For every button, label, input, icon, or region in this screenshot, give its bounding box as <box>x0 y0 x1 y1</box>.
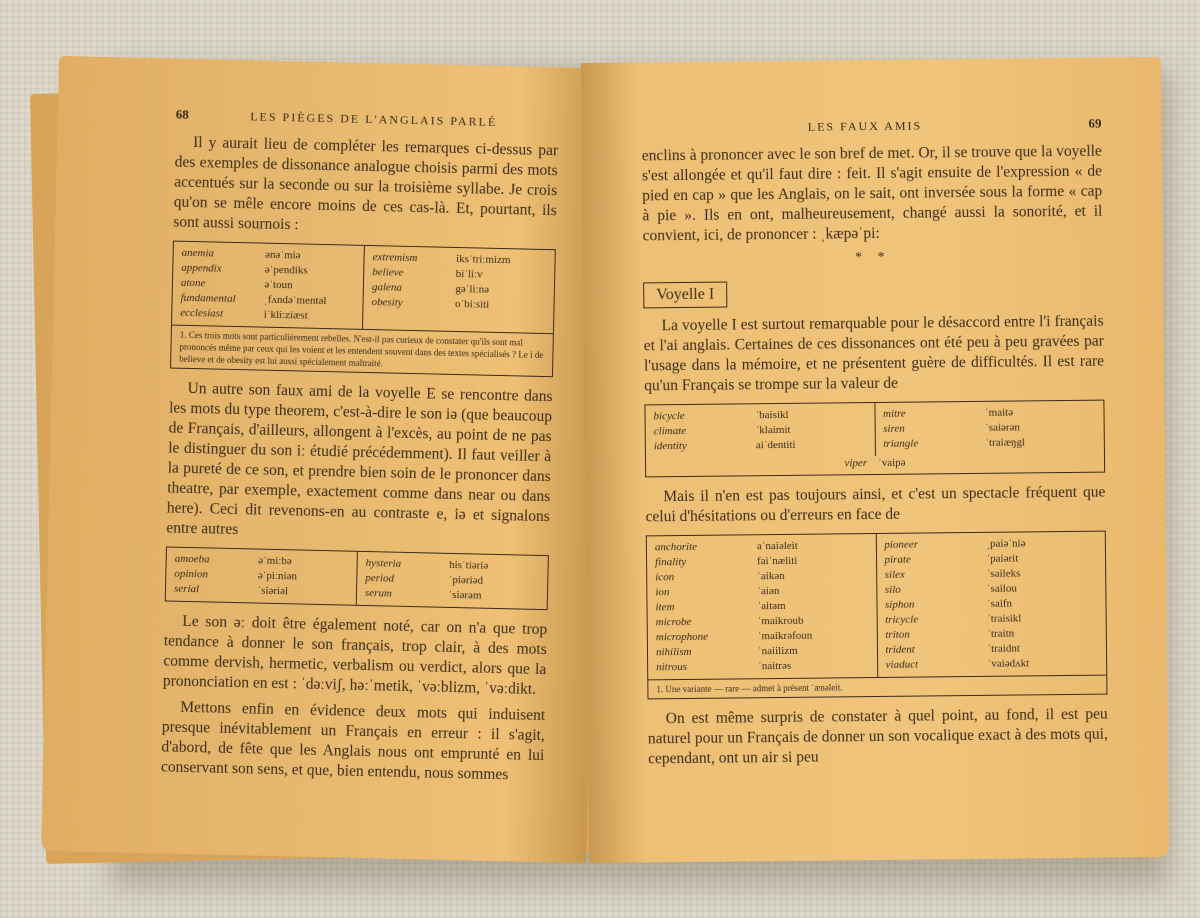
word: climate <box>653 424 687 438</box>
phonetic: ˈmaikroub <box>757 614 804 628</box>
word-row <box>656 658 869 675</box>
phonetic: gəˈliːnə <box>455 282 490 296</box>
word: siren <box>883 422 905 435</box>
center-word: viper <box>844 457 868 470</box>
word: fundamental <box>180 291 236 305</box>
word: galena <box>371 281 403 294</box>
left-paragraph-3: Le son əː doit être également noté, car on n'a que trop tendance à donner le son français, trop clair, à des mots comme dervish, hermetic, verbalism ou verdict, alors que la prononciation en est : ˈdəːviʃ, həːˈmetik, ˈvəːblizm, ˈvəːdikt. <box>162 612 548 698</box>
phonetic: ˈtraisikl <box>987 612 1022 625</box>
phonetic: əˈmiːbə <box>258 554 292 568</box>
phonetic: ˈbaisikl <box>755 408 789 422</box>
right-word-table-1 <box>644 400 1105 478</box>
left-paragraph-4: Mettons enfin en évidence deux mots qui induisent presque inévitablement un Français en erreur : il s'agit, d'abord, de fête que les Anglais nous ont emprunté en lui conservant son sens, et que, bien entendu, nous sommes <box>160 698 546 784</box>
word: triton <box>885 628 910 641</box>
right-table-2-col-1 <box>647 534 877 679</box>
left-table-1-col-2 <box>362 246 555 333</box>
word: silex <box>884 568 905 581</box>
left-running-head: LES PIÈGES DE L'ANGLAIS PARLÉ <box>250 109 498 129</box>
phonetic: ˈsailou <box>986 582 1017 595</box>
phonetic: ˈaiən <box>757 585 780 598</box>
word: mitre <box>882 407 906 420</box>
center-phonetic: ˈvaipə <box>878 456 906 469</box>
right-table-1-col-1 <box>645 403 874 458</box>
word-row <box>180 306 354 325</box>
phonetic: ˈmaitə <box>984 406 1014 419</box>
right-table-2-col-2 <box>875 532 1106 677</box>
left-paragraph-2: Un autre son faux ami de la voyelle E se rencontre dans les mots du type theorem, c'est-à-dire le son iə (que beaucoup de Français, d'ailleurs, allongent à l'excès, au point de ne pas le distinguer du son iː étudié précédemment). Il faut veiller à la pureté de ce son, et prendre bien soin de le prononcer dans theatre, par exemple, exactement comme dans near ou dans here). Ceci dit revenons-en au contraste e, iə et signalons entre autres <box>166 379 553 539</box>
phonetic: oˈbiːsiti <box>454 297 490 311</box>
word: hysteria <box>365 557 402 570</box>
word: icon <box>655 571 675 584</box>
word: tricycle <box>885 613 919 626</box>
phonetic: əˈpiːniən <box>257 569 298 583</box>
phonetic: ˈsaiərən <box>985 421 1021 434</box>
phonetic: ˈsiəriəl <box>257 584 289 598</box>
phonetic: ənəˈmiə <box>265 248 301 262</box>
word: microbe <box>655 615 692 629</box>
phonetic: ˈpiəriəd <box>448 573 484 587</box>
phonetic: ˈmaikrəfoun <box>757 629 813 643</box>
word: amoeba <box>174 552 210 566</box>
word: silo <box>884 583 901 596</box>
word: anchorite <box>654 540 698 554</box>
word: appendix <box>181 261 222 275</box>
word: viaduct <box>885 658 919 671</box>
phonetic: biˈliːv <box>455 267 483 281</box>
phonetic: faiˈnæliti <box>756 554 798 568</box>
word: bicycle <box>653 409 685 423</box>
phonetic: hisˈtiəriə <box>449 558 489 572</box>
word: opinion <box>174 567 209 581</box>
phonetic: ˈnaiilizm <box>757 644 798 658</box>
word-row <box>654 437 867 454</box>
word: ecclesiast <box>180 306 224 320</box>
word: siphon <box>884 598 915 611</box>
left-word-table-2 <box>165 546 549 610</box>
word: serial <box>173 582 200 596</box>
left-page <box>41 56 604 863</box>
word-row <box>886 656 1099 673</box>
phonetic: ˈpaiərit <box>986 552 1019 565</box>
phonetic: ˈsaileks <box>986 567 1021 580</box>
phonetic: ˌpaiəˈniə <box>986 537 1026 550</box>
word: period <box>365 572 395 585</box>
phonetic: iˈkliːziæst <box>263 308 308 322</box>
right-running-header <box>641 116 1101 137</box>
right-page <box>581 57 1169 863</box>
word: believe <box>372 266 404 279</box>
section-title-voyelle-i: Voyelle I <box>643 282 727 309</box>
left-table-1-footnote: 1. Ces trois mots sont particulièrement rebelles. N'est-il pas curieux de constater qu'ils sont mal prononcés même par ceux qui les voient et les entendent souvent dans des textes spécialisés ? Le i de believe et de obesity est lui aussi spécialement maltraité. <box>171 325 553 377</box>
word: ion <box>655 586 670 599</box>
left-running-header <box>176 107 559 132</box>
right-paragraph-4: On est même surpris de constater à quel point, au fond, il est peu naturel pour un Français de donner un son vocalique exact à des mots qui, cependant, ont un air si peu <box>647 705 1108 768</box>
right-word-table-2 <box>646 531 1108 700</box>
section-separator-stars: * * <box>855 249 891 266</box>
phonetic: ˈsaifn <box>986 597 1013 610</box>
phonetic: əˈpendiks <box>264 263 308 277</box>
left-word-table-1 <box>170 241 556 378</box>
word: atone <box>180 276 206 290</box>
word: obesity <box>371 296 403 309</box>
phonetic: ˌfʌndəˈmentəl <box>263 293 327 308</box>
word: finality <box>654 555 687 569</box>
left-page-number: 68 <box>175 106 189 122</box>
word: item <box>655 601 675 614</box>
word-row <box>174 582 348 601</box>
word: anemia <box>181 246 215 260</box>
right-table-2-footnote: 1. Une variante — rare — admet à présent ˈænəleit. <box>648 675 1106 699</box>
right-paragraph-1: enclins à prononcer avec le son bref de met. Or, il se trouve que la voyelle s'est allongée et qu'il faut dire : feit. Il s'agit ensuite de l'expression « de pied en cap » que les Anglais, on le sait, ont inversée sous la forme « cap à pie ». Ils en ont, malheureusement, changé aussi la sonorité, et il convient, ici, de prononcer : ˌkæpəˈpi: <box>641 142 1103 245</box>
phonetic: iksˈtriːmizm <box>455 252 511 267</box>
word: nitrous <box>656 660 687 674</box>
word: pioneer <box>884 538 919 551</box>
phonetic: ˈsiərəm <box>448 588 482 602</box>
word: microphone <box>655 630 709 644</box>
word: pirate <box>884 553 911 566</box>
word: extremism <box>372 251 418 265</box>
phonetic: aˈnaiəleit <box>756 539 798 553</box>
right-running-head: LES FAUX AMIS <box>807 118 923 134</box>
phonetic: ˈtraidnt <box>987 642 1020 655</box>
word: trident <box>885 643 915 656</box>
phonetic: ˈtraiæŋgl <box>985 436 1026 449</box>
word: identity <box>653 439 687 453</box>
phonetic: ˈklaimit <box>755 423 791 437</box>
left-table-1-col-1 <box>172 242 364 329</box>
phonetic: ˈnaitrəs <box>758 659 792 673</box>
right-paragraph-2: La voyelle I est surtout remarquable pour le désaccord entre l'i français et l'ai anglais. Certaines de ces dissonances ont été peu à peu gravées par l'usage dans la mémoire, et ne présentent guère de difficultés. Il est rare qu'un Français se trompe sur la valeur de <box>643 312 1105 395</box>
phonetic: əˈtoun <box>264 278 293 292</box>
phonetic: ˈaitəm <box>757 599 786 613</box>
left-paragraph-1: Il y aurait lieu de compléter les remarques ci-dessus par des exemples de dissonance analogue choisis parmi des mots accentués sur la seconde ou sur la troisième syllabe. Je crois qu'on se mêle encore moins de ces cas-là. Et, pourtant, ils sont aussi sournois : <box>173 133 559 234</box>
phonetic: ˈvaiədʌkt <box>987 657 1030 670</box>
word: nihilism <box>655 645 692 659</box>
word: serum <box>364 586 393 600</box>
phonetic: aiˈdentiti <box>755 438 796 452</box>
left-table-2-col-2 <box>356 552 548 609</box>
word-row <box>883 435 1096 452</box>
phonetic: ˈaikən <box>757 569 785 583</box>
left-table-2-col-1 <box>166 547 357 604</box>
word-row <box>371 295 545 314</box>
right-table-1-col-2 <box>874 401 1104 456</box>
right-page-number: 69 <box>1088 115 1102 131</box>
word-row <box>365 586 539 605</box>
phonetic: ˈtraitn <box>987 627 1015 640</box>
word: triangle <box>883 437 919 450</box>
right-paragraph-3: Mais il n'en est pas toujours ainsi, et c'est un spectacle fréquent que celui d'hésitations ou d'erreurs en face de <box>645 483 1106 526</box>
